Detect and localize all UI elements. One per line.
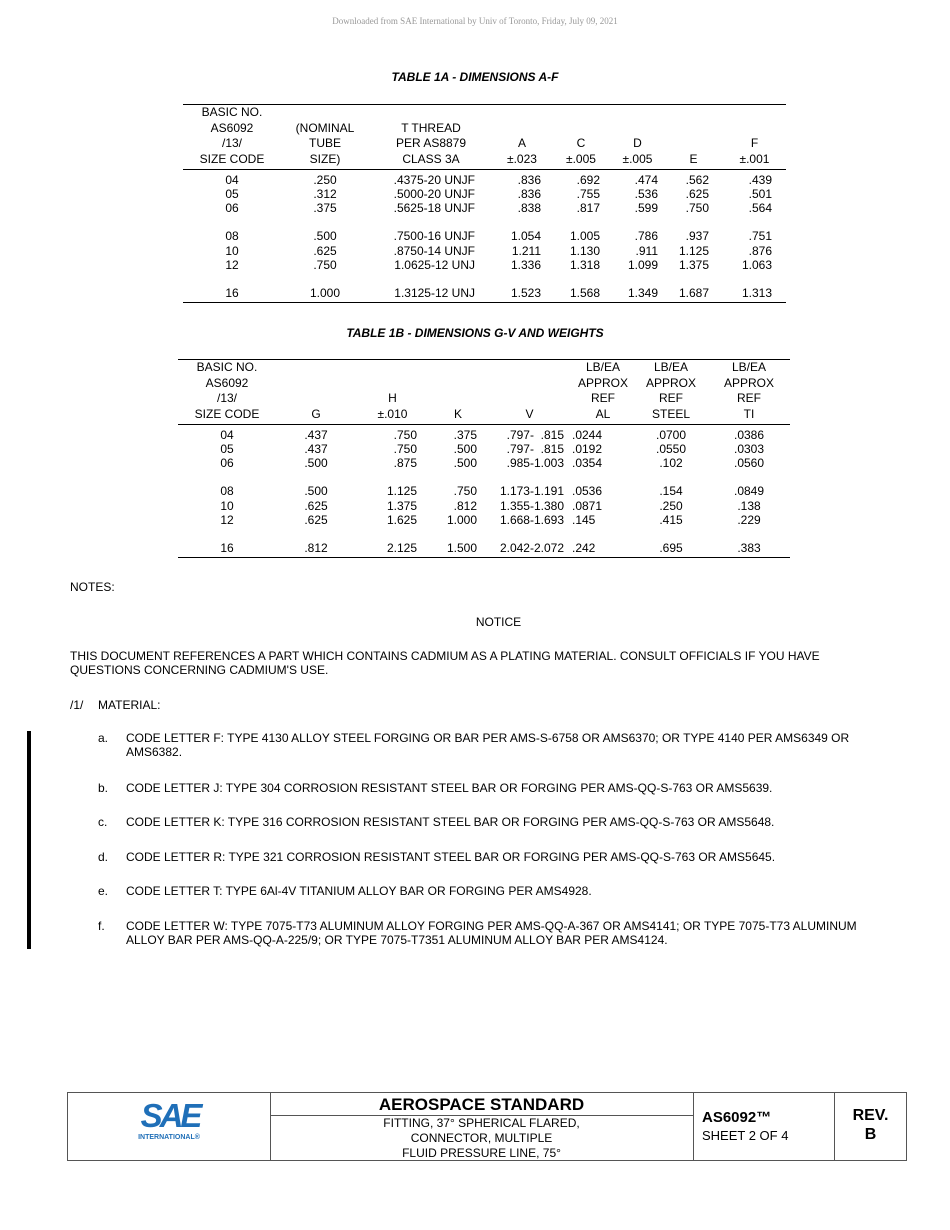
table-cell: .875	[393, 456, 417, 471]
table-1a-column-header	[664, 105, 723, 170]
table-cell: .4375-20 UNJF	[393, 172, 475, 187]
table-cell: .437	[304, 442, 328, 457]
table-cell: .812	[276, 527, 356, 558]
table-cell: 1.625	[386, 512, 417, 527]
table-cell: .437	[304, 427, 328, 442]
table-1a-header	[183, 105, 786, 170]
table-1b-header-line: APPROX	[577, 375, 628, 390]
sae-logo	[138, 1099, 202, 1142]
table-1a-header-line: ±.005	[566, 152, 596, 167]
table-1b-header-line: AS6092	[205, 375, 249, 390]
table-row	[178, 513, 790, 527]
sae-logo-mark: SAE	[140, 1097, 200, 1134]
table-1b-header-line: ±.010	[377, 407, 408, 422]
table-row	[178, 499, 790, 513]
table-1a-header-line: E	[689, 152, 698, 167]
table-cell: .0871	[572, 498, 603, 513]
table-cell: .0386	[733, 427, 765, 442]
table-1b-column-header	[429, 360, 487, 425]
table-cell: .937	[685, 229, 709, 244]
table-cell: .750	[453, 484, 477, 499]
sae-logo-subtitle: INTERNATIONAL®	[138, 1134, 200, 1141]
table-1a	[183, 104, 786, 303]
table-1b-header-line: /13/	[216, 391, 237, 406]
table-cell: .625	[313, 243, 337, 258]
table-1a-column-header	[183, 105, 281, 170]
table-1b-header-line: STEEL	[651, 407, 690, 422]
table-1b	[178, 359, 790, 558]
list-item-label: f.	[98, 919, 105, 933]
table-cell: .751	[748, 229, 772, 244]
table-cell: .836	[517, 172, 541, 187]
part-description-line: FLUID PRESSURE LINE, 75°	[402, 1146, 561, 1160]
table-1a-header-line: ±.005	[622, 152, 653, 167]
table-cell: .500	[304, 456, 328, 471]
table-cell: .838	[517, 201, 541, 216]
material-label: MATERIAL:	[98, 698, 161, 712]
table-cell: 12	[220, 512, 234, 527]
table-1b-header	[178, 360, 790, 425]
list-item-label: b.	[98, 781, 109, 795]
list-item-text: CODE LETTER T: TYPE 6Al-4V TITANIUM ALLOY BAR OR FORGING PER AMS4928.	[126, 884, 592, 898]
table-1a-header-line: (NOMINAL	[295, 120, 355, 135]
table-cell: 12	[225, 257, 239, 272]
list-item-label: a.	[98, 731, 109, 745]
table-1a-header-line: SIZE)	[309, 152, 341, 167]
table-1a-header-line: BASIC NO.	[201, 105, 263, 119]
table-1b-header-line: BASIC NO.	[196, 360, 258, 374]
table-1b-header-line: APPROX	[645, 375, 696, 390]
table-cell: .0700	[655, 427, 687, 442]
table-1a-column-header	[551, 105, 611, 170]
table-cell: .500	[313, 229, 337, 244]
table-cell: .501	[748, 187, 772, 202]
table-cell: 1.211	[511, 243, 541, 258]
table-1b-header-line: LB/EA	[653, 360, 689, 374]
table-cell: .375	[313, 201, 337, 216]
table-cell: .0303	[733, 442, 765, 457]
table-cell: .102	[659, 456, 683, 471]
list-item-text: CODE LETTER J: TYPE 304 CORROSION RESISTANT STEEL BAR OR FORGING PER AMS-QQ-S-763 OR AMS5639.	[126, 781, 773, 795]
table-cell: 1.005	[569, 229, 600, 244]
table-1b-header-line: LB/EA	[585, 360, 621, 374]
table-1b-column-header	[572, 360, 634, 425]
table-cell: 1.523	[493, 272, 551, 303]
table-cell: .229	[737, 512, 761, 527]
table-cell: 1.125	[386, 484, 417, 499]
table-1b-header-line: REF	[737, 391, 761, 406]
table-1a-header-line: PER AS8879	[395, 136, 467, 151]
part-description-line: CONNECTOR, MULTIPLE	[410, 1131, 553, 1145]
sheet-number: SHEET 2 OF 4	[702, 1128, 789, 1143]
table-row	[183, 244, 786, 258]
table-cell: .812	[453, 498, 477, 513]
table-cell: 1.349	[611, 272, 664, 303]
table-1b-header-line: APPROX	[723, 375, 774, 390]
table-cell: .599	[634, 201, 658, 216]
table-cell: .138	[737, 498, 761, 513]
table-cell: .797- .815	[506, 442, 564, 457]
table-cell: 16	[183, 272, 281, 303]
table-1b-header-line: AL	[595, 407, 611, 422]
table-1b-column-header	[634, 360, 708, 425]
table-cell: 10	[220, 498, 234, 513]
table-cell: .911	[635, 243, 658, 258]
doc-number-cell	[694, 1093, 835, 1160]
table-cell: 1.568	[551, 272, 611, 303]
table-cell: .750	[393, 442, 417, 457]
table-1a-header-line: CLASS 3A	[402, 152, 460, 167]
table-cell: .625	[304, 498, 328, 513]
table-cell: .145	[572, 512, 596, 527]
table-cell: 1.099	[627, 257, 658, 272]
list-item-text: CODE LETTER F: TYPE 4130 ALLOY STEEL FORGING OR BAR PER AMS-S-6758 OR AMS6370; OR TYPE 4140 PER AMS6349 OR AMS6382.	[126, 731, 850, 759]
table-cell: .0849	[733, 484, 765, 499]
revision-value: B	[864, 1126, 877, 1143]
table-cell: 08	[225, 229, 239, 244]
title-block	[67, 1092, 907, 1161]
table-cell: .500	[453, 442, 477, 457]
table-cell: .415	[659, 512, 683, 527]
table-1a-header-line: C	[576, 136, 586, 151]
table-1a-header-line: ±.023	[507, 152, 537, 167]
table-cell: .755	[576, 187, 600, 202]
table-cell: .7500-16 UNJF	[393, 229, 475, 244]
table-1a-header-line: SIZE CODE	[199, 152, 265, 167]
list-item-text: CODE LETTER R: TYPE 321 CORROSION RESISTANT STEEL BAR OR FORGING PER AMS-QQ-S-763 OR AMS5645.	[126, 850, 776, 864]
table-cell: .0192	[572, 442, 603, 457]
list-item-text: CODE LETTER W: TYPE 7075-T73 ALUMINUM ALLOY FORGING PER AMS-QQ-A-367 OR AMS4141; OR TYPE 7075-T73 ALUMINUM ALLOY BAR PER AMS-QQ-A-225/9; OR TYPE 7075-T7351 ALUMINUM ALLOY BAR PER AMS4124.	[126, 919, 857, 947]
table-1a-column-header	[369, 105, 493, 170]
table-1a-header-line: A	[517, 136, 526, 151]
table-cell: 2.125	[356, 527, 429, 558]
table-row	[183, 258, 786, 272]
revision-cell	[835, 1093, 906, 1160]
table-1b-body	[178, 424, 790, 557]
table-1b-column-header	[276, 360, 356, 425]
title-cell	[270, 1093, 694, 1160]
table-cell: 04	[225, 172, 239, 187]
list-item-label: e.	[98, 884, 109, 898]
table-cell: .375	[453, 427, 477, 442]
material-marker: /1/	[70, 698, 84, 712]
notice-text: THIS DOCUMENT REFERENCES A PART WHICH CONTAINS CADMIUM AS A PLATING MATERIAL. CONSULT OFFICIALS IF YOU HAVE QUESTIONS CONCERNING CADMIUM'S USE.	[70, 649, 820, 677]
table-1a-header-line: ±.001	[739, 152, 770, 167]
table-cell: .625	[685, 187, 709, 202]
table-cell: .0244	[572, 427, 603, 442]
table-cell: .439	[748, 172, 772, 187]
table-cell: .985-1.003	[506, 456, 564, 471]
table-1a-column-header	[281, 105, 369, 170]
table-cell: 06	[220, 456, 234, 471]
standard-title: AEROSPACE STANDARD	[270, 1095, 693, 1116]
table-1b-header-line: SIZE CODE	[194, 407, 260, 422]
table-cell: .500	[304, 484, 328, 499]
table-1b-header-line: G	[311, 407, 321, 422]
table-row	[183, 169, 786, 187]
table-cell: 1.125	[678, 243, 709, 258]
table-cell: .500	[453, 456, 477, 471]
table-row	[178, 456, 790, 470]
table-cell: .817	[576, 201, 600, 216]
table-cell: 06	[225, 201, 239, 216]
table-1b-column-header	[487, 360, 572, 425]
logo-cell	[68, 1093, 271, 1160]
document-number: AS6092™	[702, 1109, 772, 1126]
list-item-label: d.	[98, 850, 109, 864]
table-cell: 1.3125-12 UNJ	[369, 272, 493, 303]
table-cell: 05	[220, 442, 234, 457]
table-cell: .250	[313, 172, 337, 187]
part-description-line: FITTING, 37° SPHERICAL FLARED,	[383, 1116, 580, 1130]
table-cell: .474	[634, 172, 658, 187]
table-row	[183, 187, 786, 201]
part-description	[270, 1116, 693, 1161]
table-1a-column-header	[493, 105, 551, 170]
table-cell: .797- .815	[506, 427, 564, 442]
table-cell: 10	[225, 243, 239, 258]
table-cell: 1.063	[741, 257, 772, 272]
table-cell: .5000-20 UNJF	[393, 187, 475, 202]
table-cell: .625	[304, 512, 328, 527]
table-cell: .154	[659, 484, 683, 499]
table-cell: 1.000	[446, 512, 477, 527]
notice-title: NOTICE	[475, 615, 522, 629]
table-cell: .876	[748, 243, 772, 258]
table-cell: 1.318	[569, 257, 600, 272]
table-row	[178, 442, 790, 456]
table-cell: 1.355-1.380	[499, 498, 564, 513]
table-1b-header-line: H	[388, 391, 397, 406]
table-row	[178, 527, 790, 558]
table-1a-column-header	[611, 105, 664, 170]
table-cell: .0560	[733, 456, 765, 471]
table-cell: 2.042-2.072	[487, 527, 572, 558]
table-cell: .750	[313, 257, 337, 272]
table-1b-column-header	[708, 360, 790, 425]
table-cell: .836	[517, 187, 541, 202]
table-cell: 1.500	[429, 527, 487, 558]
table-cell: 1.336	[510, 257, 541, 272]
table-1b-column-header	[178, 360, 276, 425]
list-item-text: CODE LETTER K: TYPE 316 CORROSION RESISTANT STEEL BAR OR FORGING PER AMS-QQ-S-763 OR AMS5648.	[126, 815, 775, 829]
table-cell: 1.375	[678, 257, 709, 272]
table-cell: .562	[685, 172, 709, 187]
table-1b-header-line: V	[525, 407, 534, 422]
table-cell: .750	[393, 427, 417, 442]
table-1a-header-line: TUBE	[308, 136, 341, 151]
table-cell: .0354	[572, 456, 603, 471]
table-cell: .5625-18 UNJF	[393, 201, 475, 216]
table-1a-header-line: T THREAD	[401, 120, 461, 135]
table-cell: 1.668-1.693	[499, 512, 564, 527]
table-cell: .750	[685, 201, 709, 216]
notes-heading: NOTES:	[70, 580, 115, 594]
table-row	[183, 215, 786, 243]
table-cell: 16	[178, 527, 276, 558]
table-cell: 05	[225, 187, 239, 202]
table-row	[178, 470, 790, 498]
table-1b-header-line: LB/EA	[731, 360, 767, 374]
table-1a-header-line: /13/	[221, 136, 242, 151]
table-cell: .0550	[655, 442, 687, 457]
table-1b-header-line: REF	[591, 391, 615, 406]
table-1a-column-header	[723, 105, 786, 170]
revision-label: REV.	[852, 1107, 889, 1124]
table-cell: .8750-14 UNJF	[393, 243, 475, 258]
table-cell: .242	[572, 527, 634, 558]
table-cell: .564	[748, 201, 772, 216]
table-cell: 08	[220, 484, 234, 499]
table-cell: 1.054	[510, 229, 541, 244]
table-1a-header-line: D	[633, 136, 642, 151]
table-row	[183, 201, 786, 215]
table-1a-header-line: F	[750, 136, 759, 151]
table-1a-caption: TABLE 1A - DIMENSIONS A-F	[391, 70, 559, 84]
table-row	[183, 272, 786, 303]
table-cell: .536	[634, 187, 658, 202]
table-cell: 1.130	[569, 243, 600, 258]
table-cell: 1.687	[664, 272, 723, 303]
table-cell: .0536	[572, 484, 603, 499]
table-1b-header-line: TI	[743, 407, 755, 422]
list-item-label: c.	[98, 815, 108, 829]
revision-change-bar	[27, 731, 31, 949]
table-1a-header-line: AS6092	[210, 120, 254, 135]
table-cell: .692	[576, 172, 600, 187]
table-cell: .250	[659, 498, 683, 513]
table-cell: 1.173-1.191	[499, 484, 564, 499]
table-cell: .383	[708, 527, 790, 558]
table-cell: .312	[313, 187, 337, 202]
table-1b-header-line: REF	[659, 391, 683, 406]
table-cell: .786	[634, 229, 658, 244]
table-cell: 1.000	[281, 272, 369, 303]
table-1a-body	[183, 169, 786, 302]
table-cell: .695	[634, 527, 708, 558]
table-cell: 1.0625-12 UNJ	[394, 257, 475, 272]
download-watermark: Downloaded from SAE International by Univ of Toronto, Friday, July 09, 2021	[332, 16, 618, 26]
table-cell: 1.313	[723, 272, 786, 303]
table-1b-header-line: K	[453, 407, 462, 422]
table-cell: 04	[220, 427, 234, 442]
table-1b-column-header	[356, 360, 429, 425]
table-cell: 1.375	[386, 498, 417, 513]
table-1b-caption: TABLE 1B - DIMENSIONS G-V AND WEIGHTS	[346, 326, 604, 340]
table-row	[178, 424, 790, 442]
